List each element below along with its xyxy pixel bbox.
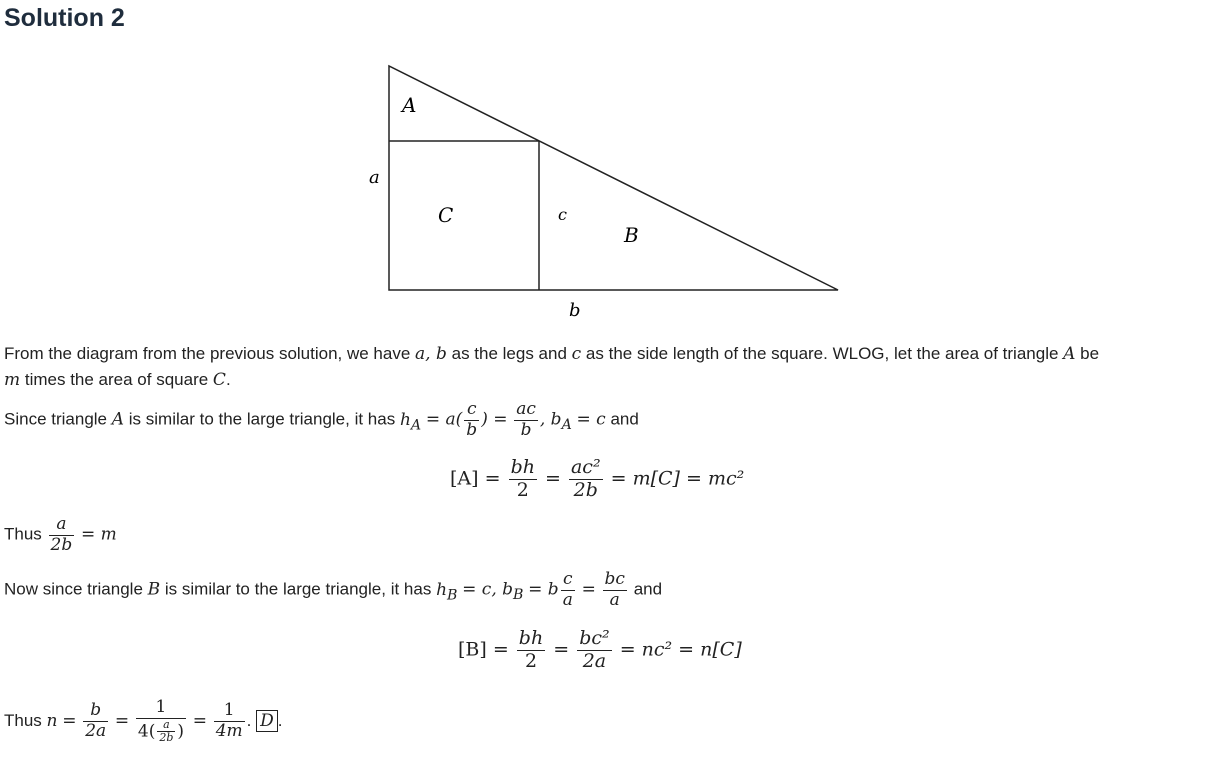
label-a: a xyxy=(369,167,380,188)
label-C: C xyxy=(438,203,454,227)
paragraph-1-line-1: From the diagram from the previous solution, we have a, b as the legs and c as the side length of the square. WLOG, let the area of triangle A be xyxy=(4,344,1100,364)
equation-area-B: [B] = $\frac{bh}{2}$ = $\frac{\text{bc²}}{2a}$ = nc² = n[C] xyxy=(458,627,742,672)
paragraph-2: Since triangle A is similar to the large triangle, it has $h_A = a$( $\frac{c}{b}$ ) = $\frac{ac}{b}$ , $b_A = c$ and xyxy=(4,399,639,440)
paragraph-1-line-2: m times the area of square C. xyxy=(4,370,231,390)
section-title: Solution 2 xyxy=(4,4,125,32)
equation-area-A: [A] = $\frac{bh}{2}$ = $\frac{\text{ac²}}{2b}$ = m[C] = mc² xyxy=(450,456,745,501)
answer-box: D xyxy=(256,710,278,732)
diagram-lines xyxy=(389,66,838,290)
paragraph-3: Now since triangle B is similar to the large triangle, it has $h_B = c$, $b_B = b$ $\frac{c}{a}$ = $\frac{bc}{a}$ and xyxy=(4,569,663,610)
label-b: b xyxy=(569,300,581,321)
conclusion-m: Thus $\frac{a}{2b}$ = m xyxy=(4,514,117,555)
label-c: c xyxy=(558,205,567,224)
label-B: B xyxy=(624,223,639,247)
triangle-diagram xyxy=(360,60,850,325)
label-A: A xyxy=(402,93,417,117)
large-triangle-outline xyxy=(389,66,838,290)
conclusion-n: Thus n = $\frac{b}{2a}$ = 1 4( $\frac{a}{2b}$ ) = $\frac{1}{4m}$ . D . xyxy=(4,697,283,745)
fraction-ac-over-b: $\frac{ac}{b}$ xyxy=(516,399,536,440)
fraction-c-over-b: $\frac{c}{b}$ xyxy=(466,399,478,440)
